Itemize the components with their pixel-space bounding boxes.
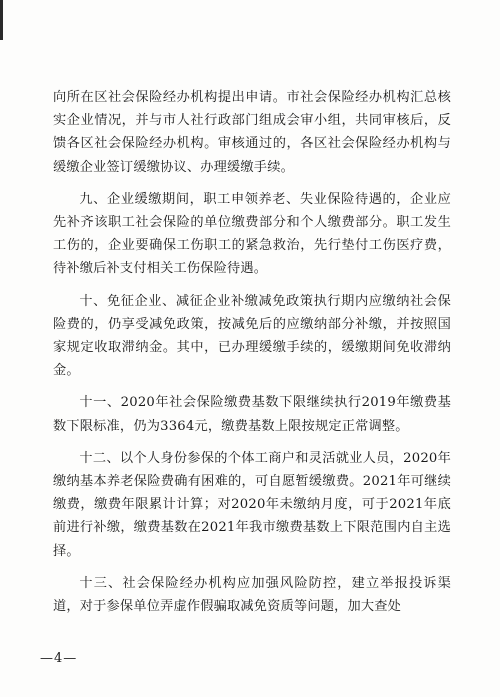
page-number: —4— — [40, 651, 78, 666]
paragraph-continuation: 向所在区社会保险经办机构提出申请。市社会保险经办机构汇总核实企业情况，并与市人社行政部门组成会审小组，共同审核后，反馈各区社会保险经办机构。审核通过的，各区社会保险经办机构与缓缴企业签订缓缴协议、办理缓缴手续。 — [53, 90, 451, 175]
paragraph-item-13: 十三、社会保险经办机构应加强风险防控，建立举报投诉渠道，对于参保单位弄虚作假骗取减免资质等问题，加大查处 — [53, 575, 451, 615]
paragraph-item-10: 十、免征企业、减征企业补缴减免政策执行期内应缴纳社会保险费的，仍享受减免政策，按减免后的应缴纳部分补缴，并按照国家规定收取滞纳金。其中，已办理缓缴手续的，缓缴期间免收滞纳金。 — [53, 293, 451, 379]
scan-edge-mark — [0, 0, 3, 40]
document-body — [53, 86, 451, 627]
paragraph-item-12: 十二、以个人身份参保的个体工商户和灵活就业人员，2020年缴纳基本养老保险费确有困难的，可自愿暂缓缴费。2021年可继续缴费，缴费年限累计计算；对2020年未缴纳月度，可于2021年底前进行补缴，缴费基数在2021年我市缴费基数上下限范围内自主选择。 — [53, 450, 451, 559]
paragraph-item-11: 十一、2020年社会保险缴费基数下限继续执行2019年缴费基数下限标准，仍为3364元，缴费基数上限按规定正常调整。 — [53, 395, 451, 434]
paragraph-item-9: 九、企业缓缴期间，职工申领养老、失业保险待遇的，企业应先补齐该职工社会保险的单位缴费部分和个人缴费部分。职工发生工伤的，企业要确保工伤职工的紧急救治，先行垫付工伤医疗费，待补缴后补支付相关工伤保险待遇。 — [53, 191, 451, 277]
